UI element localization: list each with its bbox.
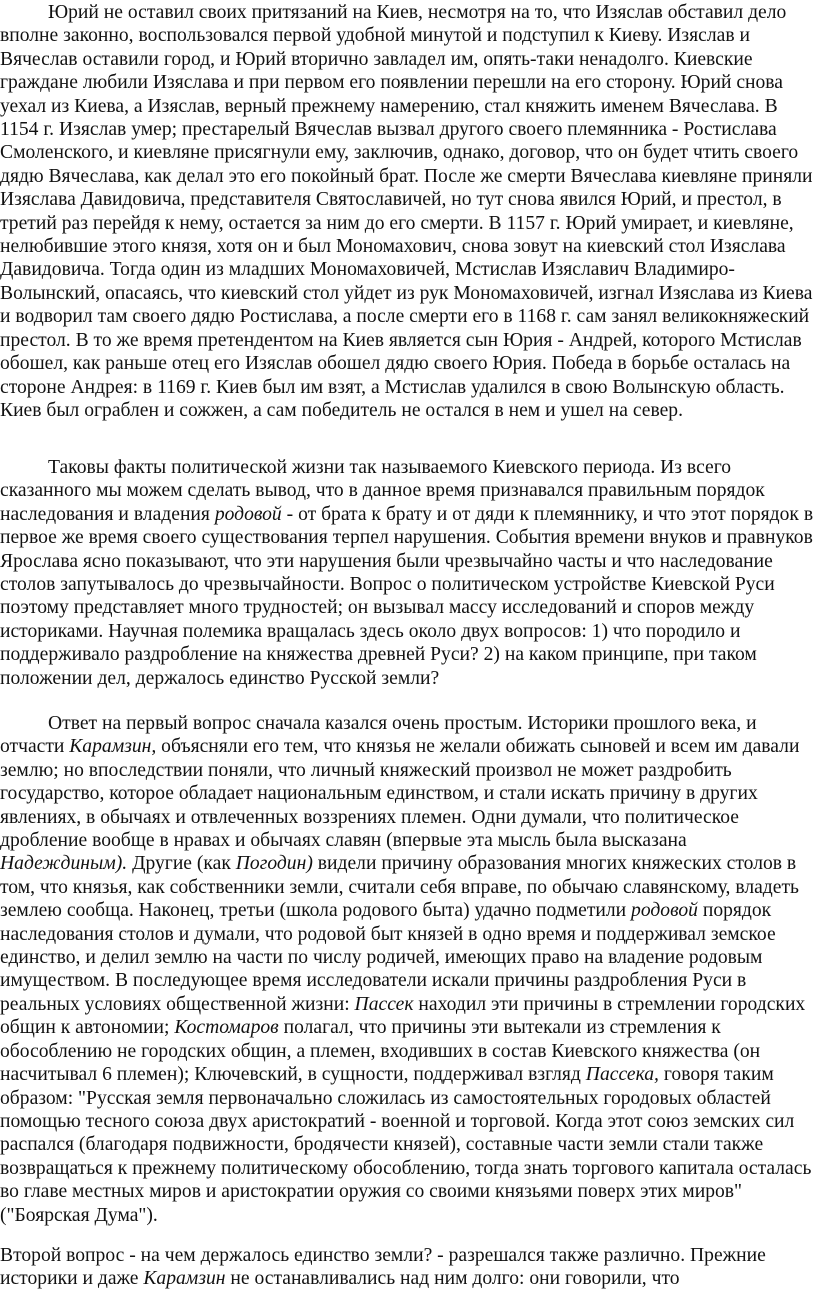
paragraph-2 [0, 456, 814, 690]
text-segment: порядок наследования столов и думали, что родовой быт князей в одно время и поддерживал земское единство, и делил землю на части по числу родичей, имеющих право на владение родовым имуществом. В последующее время исследователи искали причины раздробления Руси в реальных условиях общественной жизни: [0, 900, 776, 1015]
italic-author-name: Костомаров [174, 1017, 279, 1039]
italic-author-name: Погодин) [235, 853, 313, 875]
paragraph-3 [0, 712, 814, 1227]
text-segment: Второй вопрос - на чем держалось единство земли? - разрешался также различно. Прежние историки и даже [0, 1245, 766, 1290]
italic-author-name: Карамзин, [69, 736, 157, 758]
italic-author-name: Карамзин [143, 1268, 226, 1290]
italic-author-name: Надеждиным). [0, 853, 128, 875]
text-segment: Юрий не оставил своих притязаний на Киев, несмотря на то, что Изяслав обставил дело вполне законно, воспользовался первой удобной минутой и подступил к Киеву. Изяслав и Вячеслав оставили город, и Юрий вторично завладел им, опять-таки ненадолго. Киевские граждане любили Изяслава и при первом его появлении перешли на его сторону. Юрий снова уехал из Киева, а Изяслав, верный прежнему намерению, стал княжить именем Вячеслава. В 1154 г. Изяслав умер; престарелый Вячеслав вызвал другого своего племянника - Ростислава Смоленского, и киевляне присягнули ему, заключив, однако, договор, что он будет чтить своего дядю Вячеслава, как делал это его покойный брат. После же смерти Вячеслава киевляне приняли Изяслава Давидовича, представителя Святославичей, но тут снова явился Юрий, и престол, в третий раз перейдя к нему, остается за ним до его смерти. В 1157 г. Юрий умирает, и киевляне, нелюбившие этого князя, хотя он и был Мономахович, снова зовут на киевский стол Изяслава Давидовича. Тогда один из младших Мономаховичей, Мстислав Изяславич Владимиро-Волынский, опасаясь, что киевский стол уйдет из рук Мономаховичей, изгнал Изяслава из Киева и водворил там своего дядю Ростислава, а после смерти его в 1168 г. сам занял великокняжеский престол. В то же время претендентом на Киев является сын Юрия - Андрей, которого Мстислав обошел, как раньше отец его Изяслав обошел дядю своего Юрия. Победа в борьбе осталась на стороне Андрея: в 1169 г. Киев был им взят, а Мстислав удалился в свою Волынскую область. Киев был ограблен и сожжен, а сам победитель не остался в нем и ушел на север. [0, 2, 813, 421]
italic-term: родовой [631, 900, 698, 922]
paragraph-4 [0, 1244, 814, 1291]
italic-term: родовой [214, 503, 282, 525]
paragraph-1 [0, 1, 814, 422]
text-segment: полагал, что причины эти вытекали из стремления к обособлению не городских общин, а племен, входивших в состав Киевского княжества (он насчитывал 6 племен); Ключевский, в сущности, поддерживал взгляд [0, 1017, 761, 1086]
italic-author-name: Пассек [354, 993, 414, 1015]
text-segment: видели причину образования многих княжеских столов в том, что князья, как собственники земли, считали себя вправе, по обычаю славянскому, владеть землею сообща. Наконец, третьи (школа родового быта) удачно подметили [0, 853, 799, 922]
text-segment: Другие (как [132, 853, 236, 875]
text-segment: объясняли его тем, что князья не желали обижать сыновей и всем им давали землю; но впоследствии поняли, что личный княжеский произвол не может раздробить государство, которое обладает национальным единством, и стали искать причину в других явлениях, в обычаях и отвлеченных воззрениях племен. Одни думали, что политическое дробление вообще в нравах и обычаях славян (впервые эта мысль была высказана [0, 736, 800, 852]
text-segment: не останавливались над ним долго: они говорили, что [230, 1268, 680, 1290]
text-segment: Таковы факты политической жизни так называемого Киевского периода. Из всего сказанного мы можем сделать вывод, что в данное время признавался правильным порядок наследования и владения [0, 457, 765, 525]
text-segment: говоря таким образом: "Русская земля первоначально сложилась из самостоятельных городовых областей помощью тесного союза двух аристократий - военной и торговой. Когда этот союз земских сил распался (благодаря подвижности, бродячести князей), составные части земли стали также возвращаться к прежнему политическому обособлению, тогда знать торгового капитала осталась во главе местных миров и аристократии оружия со своими князьями поверх этих миров" ("Боярская Дума"). [0, 1064, 812, 1226]
text-segment: - от брата к брату и от дяди к племяннику, и что этот порядок в первое же время своего существования терпел нарушения. События времени внуков и правнуков Ярослава ясно показывают, что эти нарушения были чрезвычайно часты и что наследование столов запутывалось до чрезвычайности. Вопрос о политическом устройстве Киевской Руси поэтому представляет много трудностей; он вызывал массу исследований и споров между историками. Научная полемика вращалась здесь около двух вопросов: 1) что породило и поддерживало раздробление на княжества древней Руси? 2) на каком принципе, при таком положении дел, держалось единство Русской земли? [0, 503, 814, 689]
text-segment: находил эти причины в стремлении городских общин к автономии; [0, 993, 806, 1039]
text-segment: Ответ на первый вопрос сначала казался очень простым. Историки прошлого века, и отчасти [0, 713, 757, 758]
italic-author-name: Пассека, [585, 1064, 659, 1086]
